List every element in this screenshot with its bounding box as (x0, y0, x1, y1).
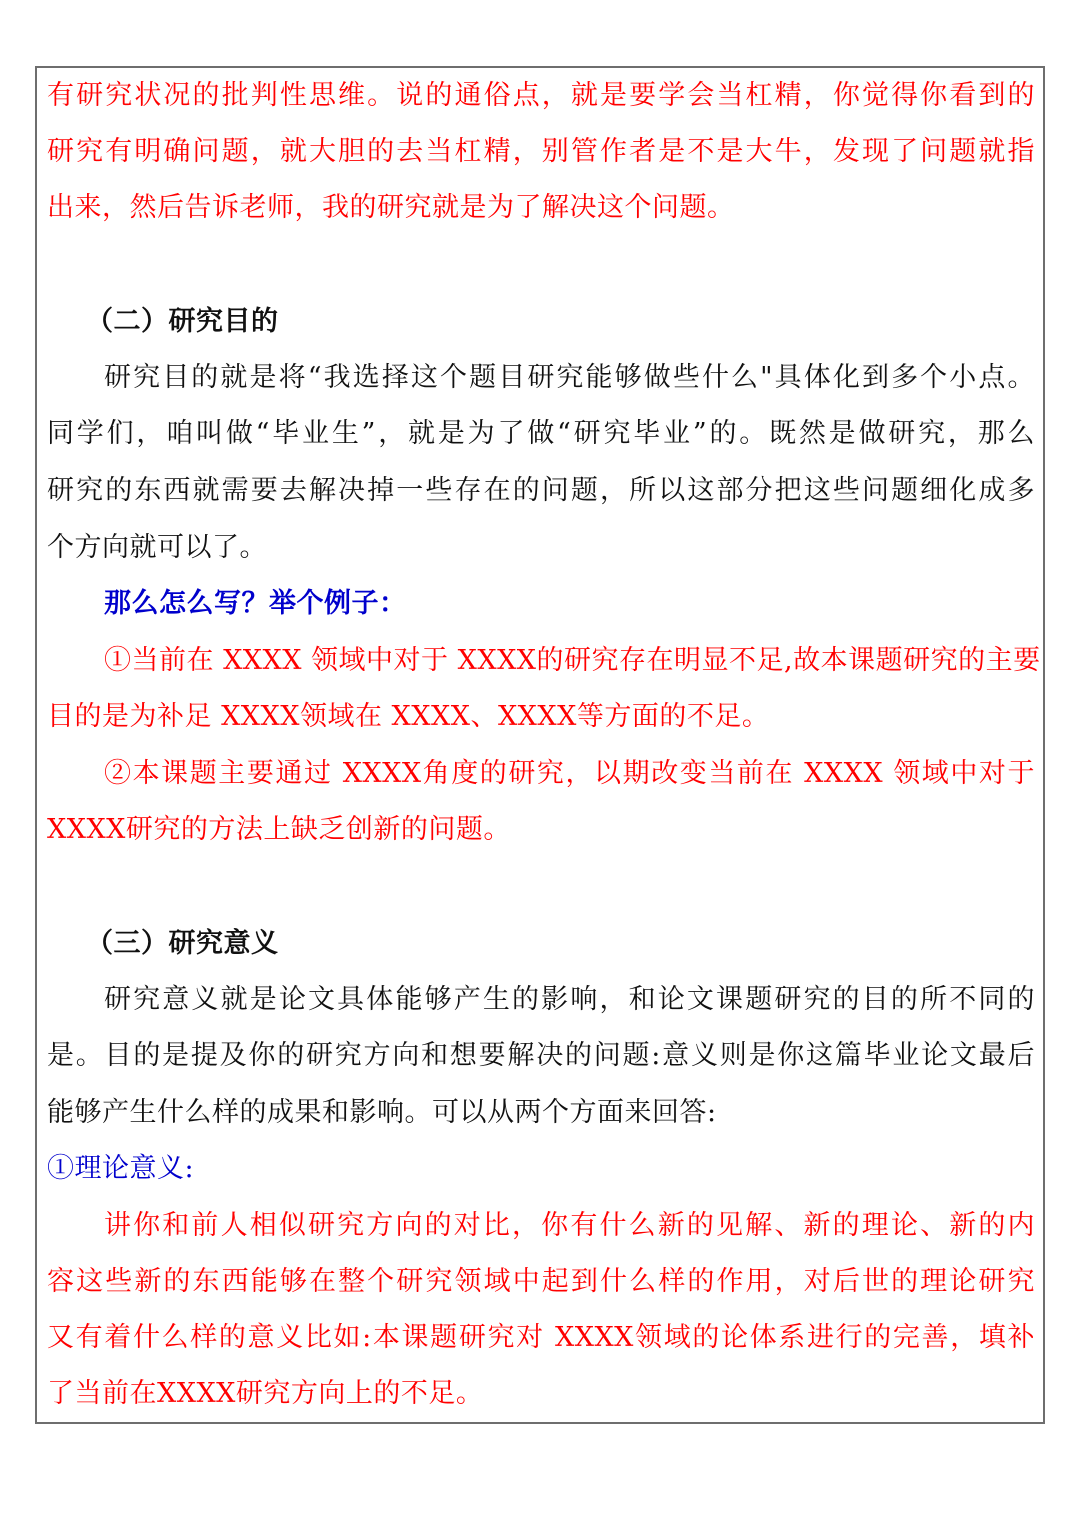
intro-line-2: 研究有明确问题，就大胆的去当杠精，别管作者是不是大牛，发现了问题就指 (47, 136, 1035, 167)
significance-body-line-1: 研究意义就是论文具体能够产生的影响，和论文课题研究的目的所不同的 (104, 984, 1035, 1015)
theory-line-1: 讲你和前人相似研究方向的对比，你有什么新的见解、新的理论、新的内 (104, 1210, 1035, 1241)
section-heading-purpose: （二）研究目的 (86, 306, 279, 337)
purpose-example-1-line-2: 目的是为补足 XXXX领域在 XXXX、XXXX等方面的不足。 (47, 701, 770, 732)
purpose-example-1-line-1: ①当前在 XXXX 领域中对于 XXXX的研究存在明显不足,故本课题研究的主要 (104, 645, 1041, 676)
theory-line-4: 了当前在XXXX研究方向上的不足。 (47, 1378, 484, 1409)
theory-significance-label: ①理论意义: (47, 1153, 195, 1184)
example-prompt: 那么怎么写？举个例子： (104, 588, 407, 619)
purpose-body-line-3: 研究的东西就需要去解决掉一些存在的问题，所以这部分把这些问题细化成多 (47, 475, 1035, 506)
intro-line-1: 有研究状况的批判性思维。说的通俗点，就是要学会当杠精，你觉得你看到的 (47, 80, 1035, 111)
intro-line-3: 出来，然后告诉老师，我的研究就是为了解决这个问题。 (47, 192, 735, 223)
purpose-body-line-2: 同学们，咱叫做“毕业生”，就是为了做“研究毕业”的。既然是做研究，那么 (47, 418, 1035, 449)
purpose-body-line-4: 个方向就可以了。 (47, 532, 267, 563)
theory-line-2: 容这些新的东西能够在整个研究领域中起到什么样的作用，对后世的理论研究 (47, 1266, 1035, 1297)
purpose-example-2-line-2: XXXX研究的方法上缺乏创新的问题。 (47, 814, 511, 845)
significance-body-line-2: 是。目的是提及你的研究方向和想要解决的问题:意义则是你这篇毕业论文最后 (47, 1040, 1035, 1071)
section-heading-significance: （三）研究意义 (86, 928, 279, 959)
purpose-body-line-1: 研究目的就是将“我选择这个题目研究能够做些什么"具体化到多个小点。 (104, 362, 1035, 393)
theory-line-3: 又有着什么样的意义比如:本课题研究对 XXXX领域的论体系进行的完善，填补 (47, 1322, 1035, 1353)
purpose-example-2-line-1: ②本课题主要通过 XXXX角度的研究，以期改变当前在 XXXX 领域中对于 (104, 758, 1035, 789)
significance-body-line-3: 能够产生什么样的成果和影响。可以从两个方面来回答: (47, 1097, 717, 1128)
